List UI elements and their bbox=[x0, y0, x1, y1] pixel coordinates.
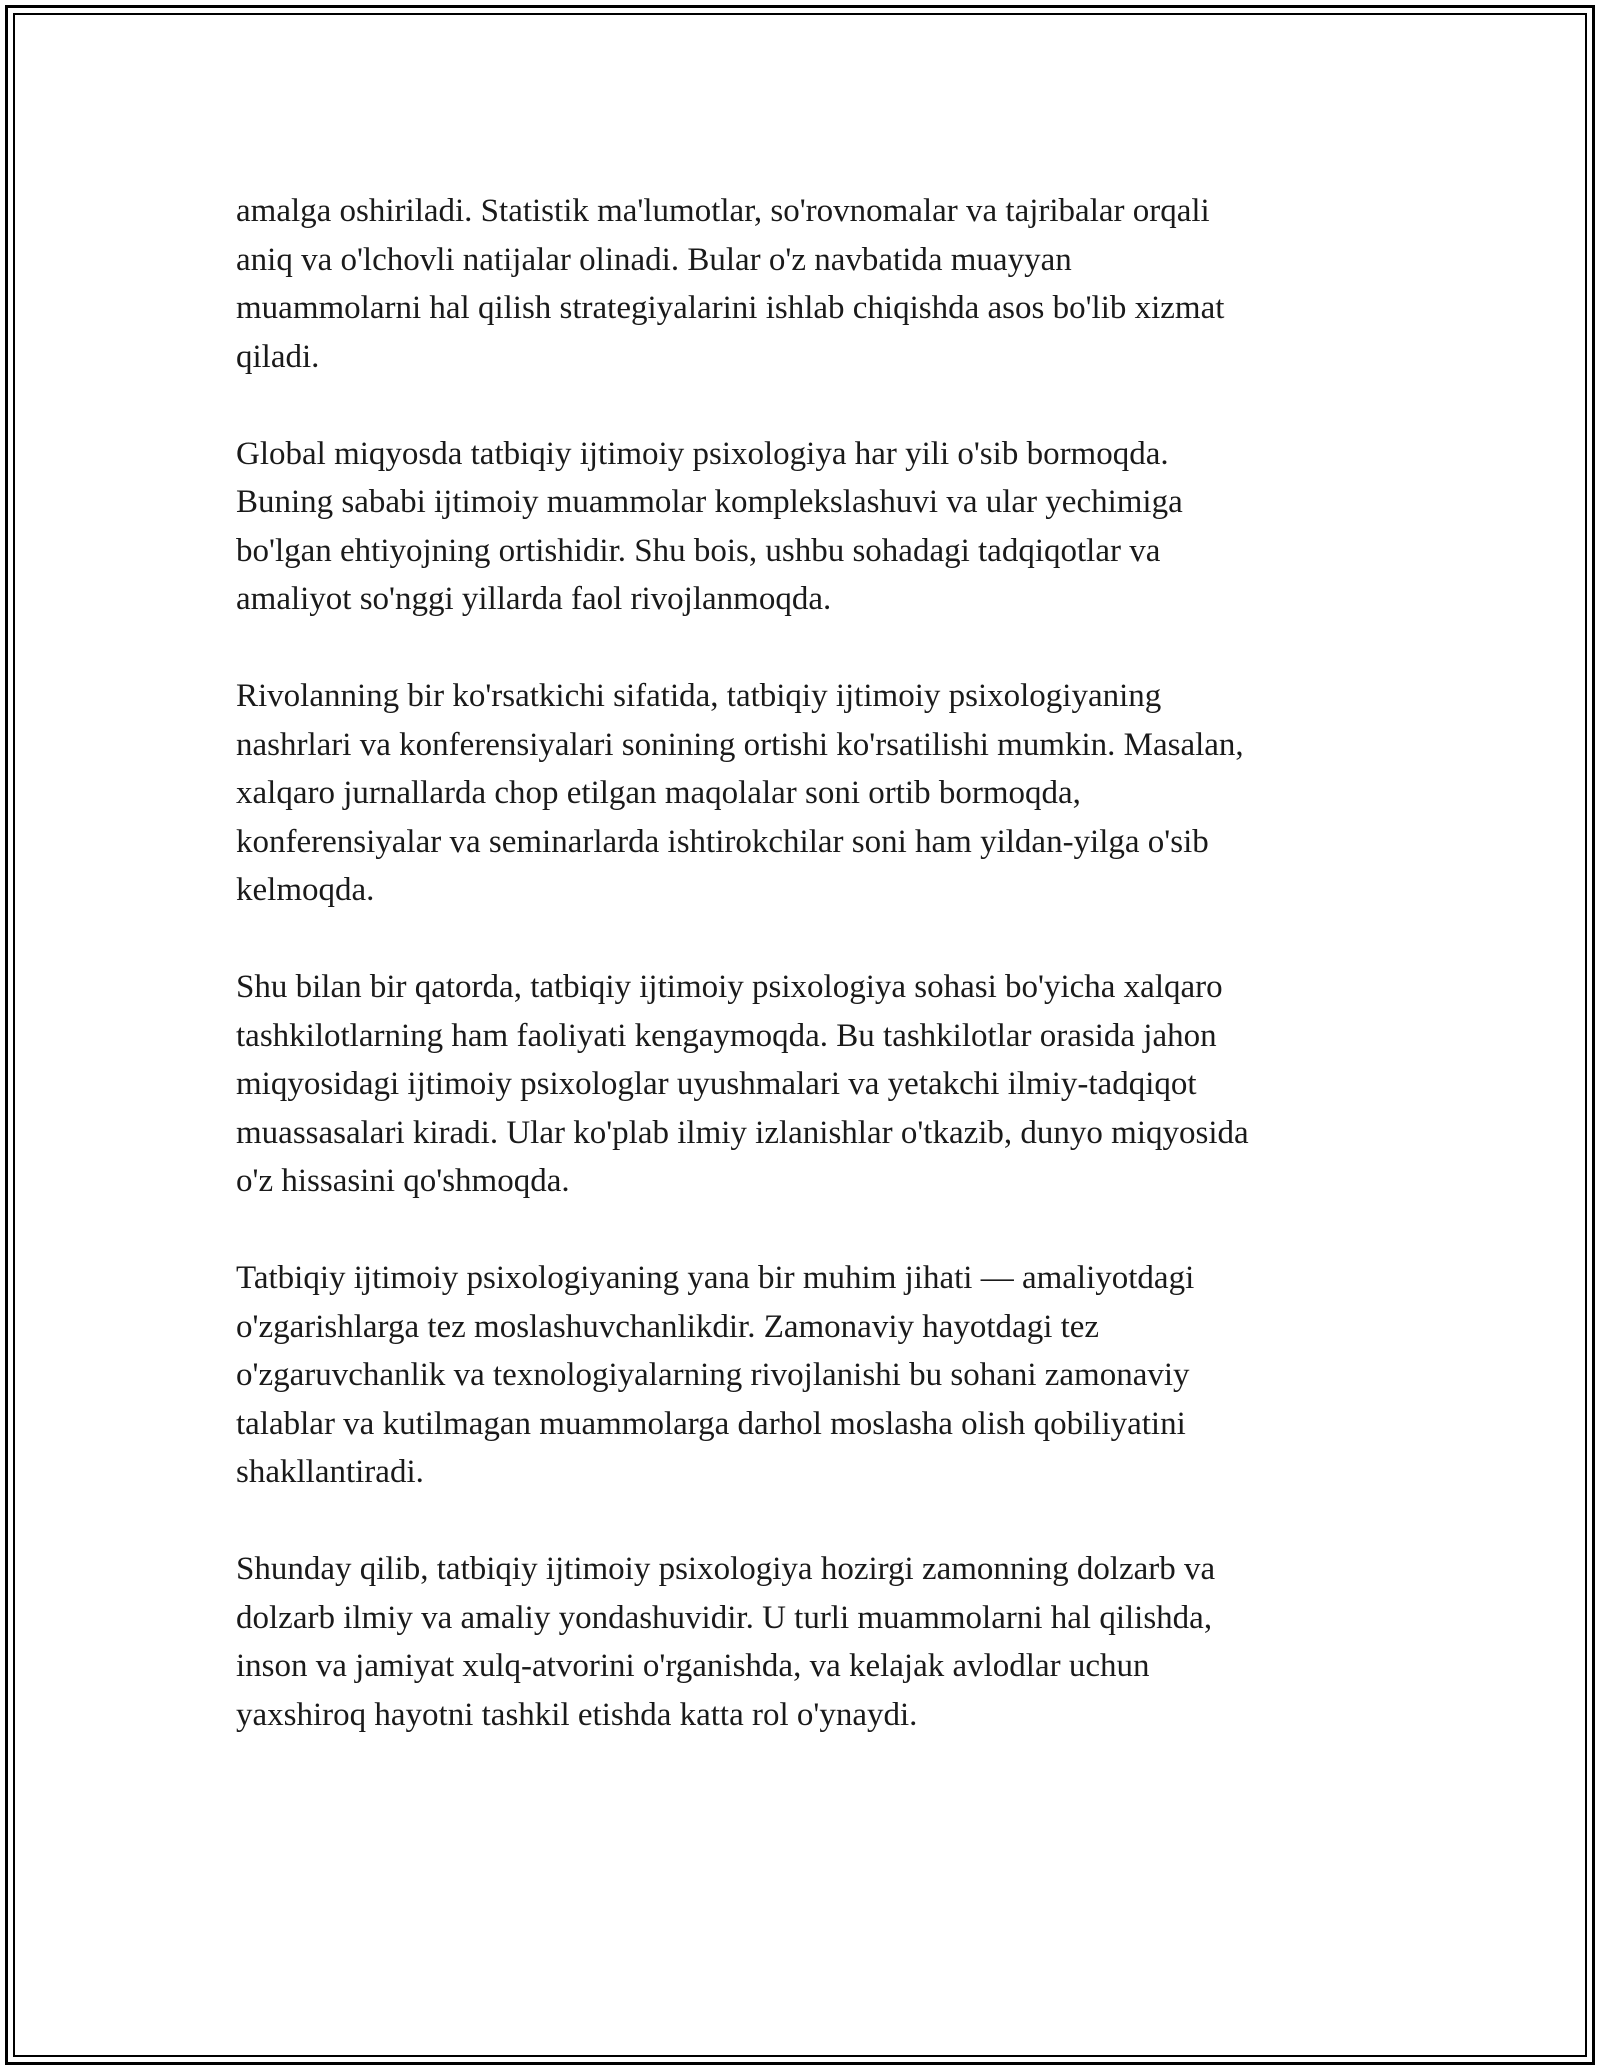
text-line: xalqaro jurnallarda chop etilgan maqolalar soni ortib bormoqda, bbox=[236, 775, 1081, 811]
text-line: o'zgarishlarga tez moslashuvchanlikdir. Zamonaviy hayotdagi tez bbox=[236, 1308, 1100, 1345]
paragraph bbox=[236, 1254, 1368, 1497]
text-line: qiladi. bbox=[236, 338, 320, 375]
paragraph bbox=[236, 963, 1368, 1206]
text-line: muassasalari kiradi. Ular ko'plab ilmiy izlanishlar o'tkazib, dunyo miqyosida bbox=[236, 1114, 1249, 1151]
text-line: Shu bilan bir qatorda, tatbiqiy ijtimoiy psixologiya sohasi bo'yicha xalqaro bbox=[236, 969, 1223, 1005]
text-line: Buning sababi ijtimoiy muammolar komplekslashuvi va ular yechimiga bbox=[236, 484, 1183, 520]
paragraph bbox=[236, 1545, 1368, 1739]
text-line: konferensiyalar va seminarlarda ishtirokchilar soni ham yildan-yilga o'sib bbox=[236, 823, 1209, 860]
text-line: aniq va o'lchovli natijalar olinadi. Bular o'z navbatida muayyan bbox=[236, 241, 1072, 278]
paragraph bbox=[236, 187, 1368, 381]
text-line: inson va jamiyat xulq-atvorini o'rganishda, va kelajak avlodlar uchun bbox=[236, 1648, 1150, 1684]
paragraph bbox=[236, 430, 1368, 624]
text-line: muammolarni hal qilish strategiyalarini ishlab chiqishda asos bo'lib xizmat bbox=[236, 290, 1225, 326]
text-line: amalga oshiriladi. Statistik ma'lumotlar, so'rovnomalar va tajribalar orqali bbox=[236, 193, 1210, 229]
text-line: o'z hissasini qo'shmoqda. bbox=[236, 1163, 570, 1199]
text-line: amaliyot so'nggi yillarda faol rivojlanmoqda. bbox=[236, 581, 832, 617]
text-line: kelmoqda. bbox=[236, 872, 375, 908]
document-body bbox=[236, 187, 1368, 1788]
text-line: Shunday qilib, tatbiqiy ijtimoiy psixologiya hozirgi zamonning dolzarb va bbox=[236, 1551, 1216, 1587]
text-line: talablar va kutilmagan muammolarga darhol moslasha olish qobiliyatini bbox=[236, 1405, 1186, 1442]
text-line: nashrlari va konferensiyalari sonining ortishi ko'rsatilishi mumkin. Masalan, bbox=[236, 726, 1244, 763]
text-line: yaxshiroq hayotni tashkil etishda katta rol o'ynaydi. bbox=[236, 1696, 918, 1733]
text-line: dolzarb ilmiy va amaliy yondashuvidir. U turli muammolarni hal qilishda, bbox=[236, 1599, 1213, 1636]
text-line: bo'lgan ehtiyojning ortishidir. Shu bois, ushbu sohadagi tadqiqotlar va bbox=[236, 532, 1161, 569]
text-line: shakllantiradi. bbox=[236, 1454, 424, 1490]
text-line: Rivolanning bir ko'rsatkichi sifatida, tatbiqiy ijtimoiy psixologiyaning bbox=[236, 678, 1162, 714]
text-line: Tatbiqiy ijtimoiy psixologiyaning yana bir muhim jihati — amaliyotdagi bbox=[236, 1260, 1195, 1296]
text-line: tashkilotlarning ham faoliyati kengaymoqda. Bu tashkilotlar orasida jahon bbox=[236, 1017, 1217, 1054]
text-line: o'zgaruvchanlik va texnologiyalarning rivojlanishi bu sohani zamonaviy bbox=[236, 1357, 1190, 1393]
text-line: Global miqyosda tatbiqiy ijtimoiy psixologiya har yili o'sib bormoqda. bbox=[236, 435, 1169, 472]
paragraph bbox=[236, 672, 1368, 915]
text-line: miqyosidagi ijtimoiy psixologlar uyushmalari va yetakchi ilmiy-tadqiqot bbox=[236, 1066, 1197, 1102]
